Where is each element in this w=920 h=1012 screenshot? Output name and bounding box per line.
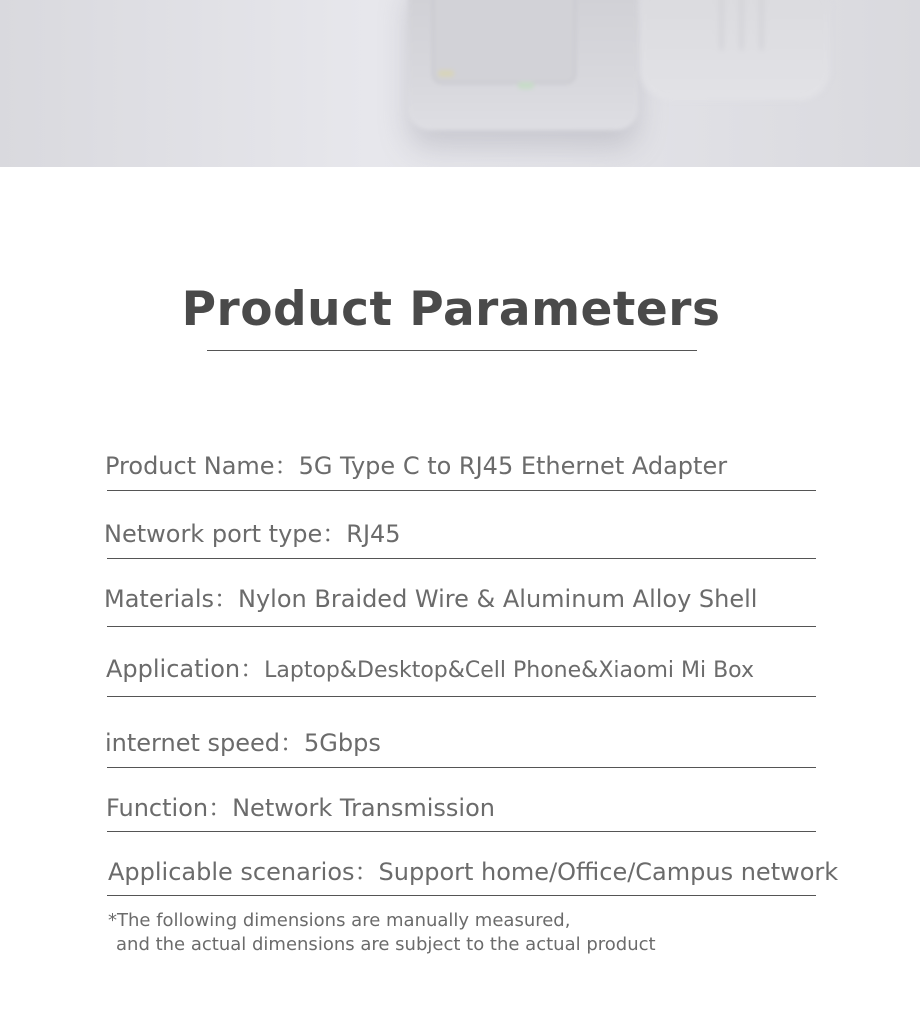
green-led — [518, 82, 534, 89]
row-divider — [107, 490, 816, 491]
title-underline — [207, 350, 697, 351]
measurement-note — [108, 909, 656, 957]
note-line-1: *The following dimensions are manually measured, — [108, 910, 571, 931]
param-row-product-name — [105, 446, 816, 481]
row-divider — [107, 767, 816, 768]
param-value: Laptop&Desktop&Cell Phone&Xiaomi Mi Box — [264, 658, 754, 683]
param-value: RJ45 — [346, 520, 401, 548]
param-value: Nylon Braided Wire & Aluminum Alloy Shell — [238, 585, 758, 613]
param-row-internet-speed — [105, 723, 816, 758]
row-divider — [107, 626, 816, 627]
param-row-function — [106, 788, 817, 823]
param-label: Application： — [106, 655, 265, 683]
row-divider — [107, 558, 816, 559]
param-label: Network port type： — [104, 520, 347, 548]
row-divider — [107, 895, 816, 896]
row-divider — [107, 696, 816, 697]
adapter-device-image — [408, 0, 638, 130]
param-row-application — [106, 649, 817, 684]
param-row-applicable-scenarios — [108, 852, 839, 887]
param-value: 5Gbps — [304, 729, 381, 757]
row-divider — [107, 831, 816, 832]
param-value: Network Transmission — [232, 794, 495, 822]
cable-image — [640, 0, 830, 100]
param-label: Applicable scenarios： — [108, 858, 379, 886]
page-title: Product Parameters — [181, 282, 721, 337]
product-hero-image — [0, 0, 920, 167]
param-row-network-port-type — [104, 514, 815, 549]
param-label: Product Name： — [105, 452, 299, 480]
param-row-materials — [104, 579, 815, 614]
param-value: 5G Type C to RJ45 Ethernet Adapter — [298, 452, 728, 480]
param-label: Materials： — [104, 585, 239, 613]
amber-led — [438, 70, 454, 77]
param-label: internet speed： — [105, 729, 305, 757]
param-value: Support home/Office/Campus network — [378, 858, 839, 886]
note-line-2: and the actual dimensions are subject to the actual product — [116, 934, 656, 955]
param-label: Function： — [106, 794, 233, 822]
